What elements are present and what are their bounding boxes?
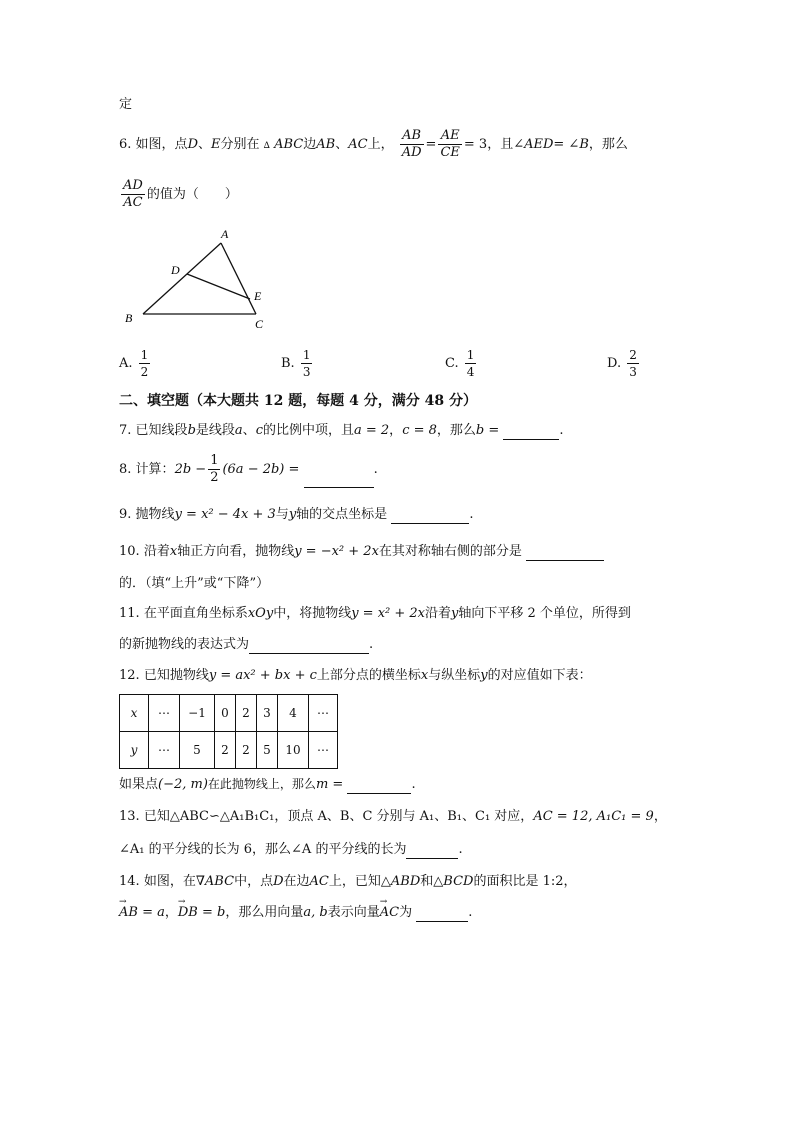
q6-equals-3: = 3 xyxy=(463,137,488,152)
table-cell: 5 xyxy=(180,732,215,769)
side-ac xyxy=(221,243,256,314)
table-row-y xyxy=(120,732,338,769)
q10-answer-blank[interactable] xyxy=(526,546,604,561)
q13-answer-blank[interactable] xyxy=(406,844,458,859)
question-11-line2: 的新抛物线的表达式为 . xyxy=(119,637,374,652)
q6-triangle-abc: ABC xyxy=(274,137,304,152)
table-cell: ⋯ xyxy=(149,732,180,769)
page-top-fragment: 定 xyxy=(119,97,133,112)
q6-equals: = xyxy=(425,137,437,152)
q6-text-b: 分别在 xyxy=(220,137,260,152)
label-c: C xyxy=(255,317,264,331)
q14-answer-blank[interactable] xyxy=(416,907,468,922)
q7-answer-blank[interactable] xyxy=(503,425,559,440)
q6-triangle-figure xyxy=(118,222,278,334)
table-cell: 0 xyxy=(215,695,236,732)
table-cell: x xyxy=(120,695,149,732)
section-2-heading: 二、填空题（本大题共 12 题，每题 4 分，满分 48 分） xyxy=(119,393,477,409)
table-cell: 2 xyxy=(236,695,257,732)
question-6-line1: 6. 如图，点D、E分别在 ∆ ABC边AB、AC上， $\frac{AB}{AD}$ = $\frac{AE}{CE}$ = 3，且∠AED= ∠B，那么 xyxy=(119,128,628,160)
q6-fraction-ad-ac: $\frac{AD}{AC}$ xyxy=(123,178,143,210)
table-cell: ⋯ xyxy=(149,695,180,732)
q6-side-ac: AC xyxy=(348,137,368,152)
q6-angle-aed: AED xyxy=(524,137,554,152)
question-11-line1: 11. 在平面直角坐标系xOy中，将抛物线y = x² + 2x沿着y轴向下平移 2 个单位，所得到 xyxy=(119,606,631,621)
table-cell: y xyxy=(120,732,149,769)
label-d: D xyxy=(171,263,180,277)
q6-option-c[interactable]: C. $\frac{1}{4}$ xyxy=(445,348,475,379)
table-cell: 2 xyxy=(236,732,257,769)
q6-fraction-ab-ad: $\frac{AB}{AD}$ xyxy=(401,128,422,160)
question-12-line2: 如果点(−2, m)在此抛物线上，那么m = . xyxy=(119,777,416,792)
table-cell: ⋯ xyxy=(309,695,338,732)
label-e: E xyxy=(254,289,262,303)
q6-angle-b: B xyxy=(579,137,589,152)
question-6-line2 xyxy=(119,178,238,212)
question-10-line2: 的．（填“上升”或“下降”） xyxy=(119,576,270,591)
q6-number: 6. xyxy=(119,137,132,152)
table-cell: 10 xyxy=(278,732,309,769)
question-13-line2: ∠A₁ 的平分线的长为 6，那么∠A 的平分线的长为 . xyxy=(119,842,463,857)
question-7: 7. 已知线段b是线段a、c的比例中项，且a = 2，c = 8，那么b = . xyxy=(119,423,564,438)
question-9: 9. 抛物线y = x² − 4x + 3与y轴的交点坐标是 . xyxy=(119,507,474,522)
q11-answer-blank[interactable] xyxy=(249,639,369,654)
q8-answer-blank[interactable] xyxy=(304,473,374,488)
table-cell: 3 xyxy=(257,695,278,732)
q6-text-a: 如图，点 xyxy=(135,137,188,152)
table-cell: −1 xyxy=(180,695,215,732)
q6-point-e: E xyxy=(211,137,221,152)
table-cell: 4 xyxy=(278,695,309,732)
question-14-line1: 14. 如图，在∇ABC中，点D在边AC上，已知△ABD和△BCD的面积比是 1:2， xyxy=(119,874,577,889)
q6-text-c: 边 xyxy=(303,137,317,152)
table-cell: 5 xyxy=(257,732,278,769)
q6-option-b[interactable]: B. $\frac{1}{3}$ xyxy=(281,348,311,379)
question-14-line2: → AB = a，→ DB = b，那么用向量a, b表示向量→ AC为 . xyxy=(119,904,472,922)
table-cell: 2 xyxy=(215,732,236,769)
q6-option-a[interactable]: A. $\frac{1}{2}$ xyxy=(119,348,149,379)
q6-text-e: ，且∠ xyxy=(487,137,525,152)
label-a: A xyxy=(221,227,229,241)
q6-text-g: ，那么 xyxy=(588,137,628,152)
q6-option-d[interactable]: D. $\frac{2}{3}$ xyxy=(607,348,637,379)
q9-answer-blank[interactable] xyxy=(391,509,469,524)
segment-de xyxy=(187,274,250,299)
question-13-line1: 13. 已知△ABC∽△A₁B₁C₁，顶点 A、B、C 分别与 A₁、B₁、C₁ 对应，AC = 12, A₁C₁ = 9， xyxy=(119,809,667,824)
q12-value-table xyxy=(119,694,338,769)
q6-text-d: 上， xyxy=(367,137,394,152)
question-8: 8. 计算：2b − $\frac{1}{2}$ (6a − 2b) = . xyxy=(119,452,378,488)
q6-text-h: 的值为（ ） xyxy=(146,187,238,202)
table-row-x xyxy=(120,695,338,732)
label-b: B xyxy=(125,311,133,325)
q6-text-f: = ∠ xyxy=(553,137,580,152)
q6-fraction-ae-ce: $\frac{AE}{CE}$ xyxy=(440,128,460,160)
q6-triangle-symbol: ∆ xyxy=(263,141,270,151)
question-10-line1: 10. 沿着x轴正方向看，抛物线y = −x² + 2x在其对称轴右侧的部分是 xyxy=(119,543,604,561)
q6-point-d: D xyxy=(187,137,198,152)
table-cell: ⋯ xyxy=(309,732,338,769)
side-ba xyxy=(143,243,221,314)
q12-answer-blank[interactable] xyxy=(347,779,411,794)
question-12-line1: 12. 已知抛物线y = ax² + bx + c上部分点的横坐标x与纵坐标y的对应值如下表： xyxy=(119,668,592,683)
q6-side-ab: AB xyxy=(316,137,336,152)
